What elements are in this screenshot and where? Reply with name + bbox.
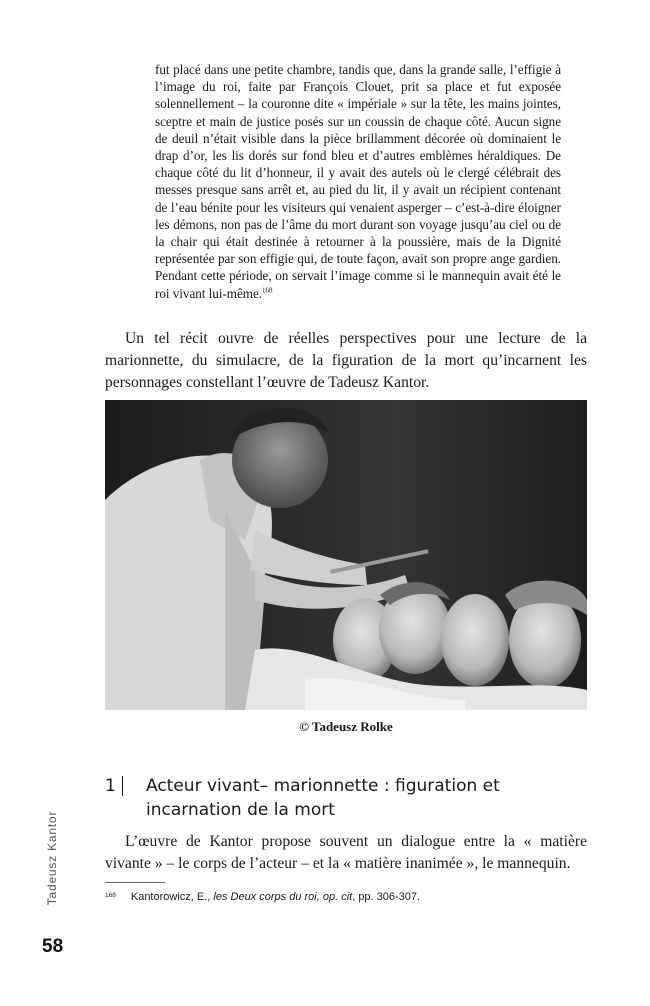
footnote-title: les Deux corps du roi, op. cit (213, 891, 353, 903)
section-divider (122, 776, 123, 796)
footnote-number: 168 (105, 892, 116, 899)
body-paragraph-1: Un tel récit ouvre de réelles perspectives pour une lecture de la marionnette, du simulacre, de la figuration de la mort qu’incarnent les personnages constellant l’œuvre de Tadeusz Kantor. (105, 330, 587, 391)
block-quote (155, 61, 561, 302)
body-paragraph-2: L’œuvre de Kantor propose souvent un dialogue entre la « matière vivante » – le corps de l’acteur – et la « matière inanimée », le mannequin. (105, 833, 587, 872)
footnote-author: Kantorowicz, E., (130, 891, 211, 903)
footnote-reference[interactable]: 168 (262, 286, 273, 295)
quote-text: fut placé dans une petite chambre, tandis que, dans la grande salle, l’effigie à l’image du roi, faite par François Clouet, prit sa place et fut exposée solennellement – la couronne dite « impériale » sur la tête, les mains jointes, sceptre et main de justice posés sur un coussin de chaque côté. Aucun signe de deuil n’était visible dans la pièce brillamment décorée où dominaient le drap d’or, les lis dorés sur fond bleu et d’autres emblèmes héraldiques. De chaque côté du lit d’honneur, il y avait des autels où le clergé célébrait des messes presque sans arrêt et, au pied du lit, il y avait un récipient contenant de l’eau bénite pour les visiteurs qui venaient asperger – c’est-à-dire éloigner les démons, non pas de l’âme du mort durant son voyage jusqu’au ciel ou de la chair qui était destinée à retourner à la poussière, mais de la Dignité représentée par son effigie qui, de toute façon, avait son propre ange gardien. Pendant cette période, on servait l’image comme si le mannequin avait été le roi vivant lui-même. (155, 62, 561, 301)
running-header: Tadeusz Kantor (45, 810, 59, 906)
photograph-image (105, 400, 587, 710)
photo-credit: © Tadeusz Rolke (299, 719, 393, 734)
section-number: 1 (105, 776, 116, 796)
photograph (105, 400, 587, 710)
section-title: Acteur vivant– marionnette : figuration et incarnation de la mort (146, 776, 500, 820)
footnote-rule (105, 882, 165, 883)
footnote (105, 891, 587, 903)
page-number: 58 (42, 936, 64, 957)
footnote-pages: , pp. 306-307. (352, 891, 421, 903)
